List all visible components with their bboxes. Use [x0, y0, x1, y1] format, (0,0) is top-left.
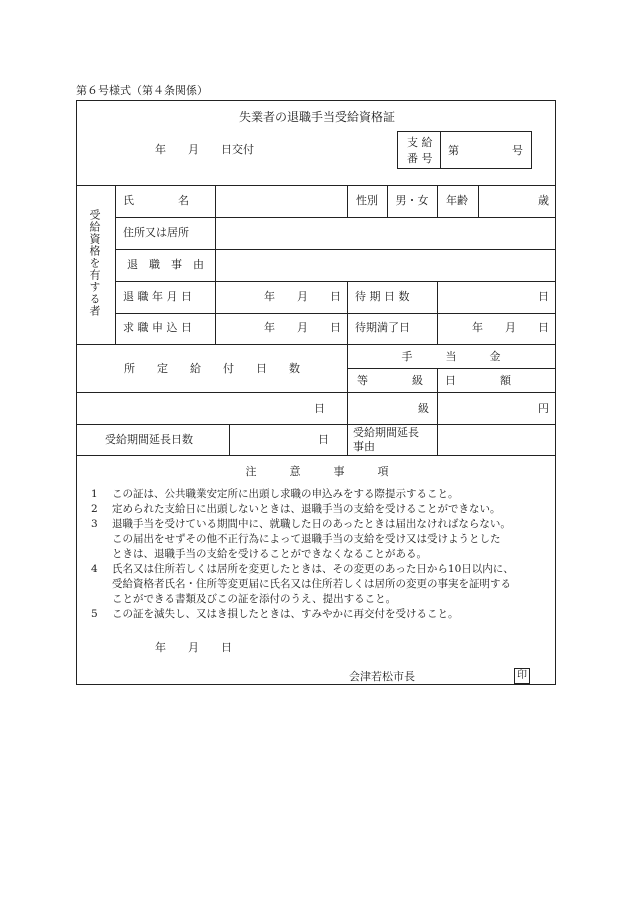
- job-app-date-label: 求 職 申 込 日: [123, 321, 192, 334]
- extension-days-label: 受給期間延長日数: [105, 433, 193, 446]
- waiting-end-label: 待期満了日: [355, 321, 410, 334]
- note-number: 3: [91, 518, 98, 530]
- waiting-days-unit: 日: [538, 290, 549, 303]
- notes-heading: 注 意 事 項: [245, 465, 389, 478]
- payment-number-suffix: 号: [512, 144, 523, 157]
- note-line: [91, 562, 551, 577]
- waiting-end-value: 年 月 日: [472, 321, 549, 334]
- extension-reason-label-line2: 事由: [353, 440, 375, 453]
- note-line: [91, 487, 551, 502]
- yen-unit: 円: [538, 402, 549, 415]
- certificate-form: [76, 100, 556, 685]
- note-text: この証を滅失し、又はき損したときは、すみやかに再交付を受けること。: [112, 608, 459, 620]
- seal-stamp: 印: [514, 668, 530, 684]
- issue-date: 年 月 日交付: [155, 143, 254, 156]
- name-label: 氏 名: [123, 194, 189, 207]
- note-number: 2: [91, 503, 98, 515]
- note-number: 1: [91, 488, 98, 500]
- job-app-date-value: 年 月 日: [264, 321, 341, 334]
- address-label: 住所又は居所: [123, 226, 189, 239]
- note-line: [91, 607, 551, 622]
- note-text: 定められた支給日に出頭しないときは、退職手当の支給を受けることができない。: [112, 503, 501, 515]
- footer-date: 年 月 日: [155, 641, 232, 654]
- note-text: 受給資格者氏名・住所等変更届に氏名又は住所若しくは居所の変更の事実を証明する: [112, 578, 511, 590]
- note-line: [91, 592, 572, 607]
- retire-date-label: 退 職 年 月 日: [123, 290, 192, 303]
- grade-unit: 級: [418, 402, 429, 415]
- payment-number-label-bottom: 番 号: [407, 152, 433, 165]
- gender-label: 性別: [356, 194, 378, 207]
- payment-number-box: [397, 131, 532, 169]
- allowance-label: 手 当 金: [401, 350, 501, 363]
- age-unit: 歳: [538, 194, 549, 207]
- note-text: この届出をせずその他不正行為によって退職手当の支給を受け又は受けようとした: [112, 533, 501, 545]
- extension-days-unit: 日: [318, 433, 329, 446]
- payment-number-label-top: 支 給: [407, 136, 433, 149]
- prescribed-days-label: 所 定 給 付 日 数: [124, 362, 300, 375]
- note-number: 4: [91, 563, 98, 575]
- extension-reason-label-line1: 受給期間延長: [353, 426, 419, 439]
- payment-number-prefix: 第: [448, 144, 459, 157]
- note-line: [91, 547, 572, 562]
- note-text: ことができる書類及びこの証を添付のうえ、提出すること。: [112, 593, 397, 605]
- days-unit: 日: [314, 402, 325, 415]
- note-text: この証は、公共職業安定所に出頭し求職の申込みをする際提示すること。: [112, 488, 459, 500]
- note-text: ときは、退職手当の支給を受けることができなくなることがある。: [112, 548, 427, 560]
- gender-options: 男・女: [395, 194, 429, 207]
- section-label-qualified-person: 受給資格を有する者: [88, 209, 101, 317]
- note-line: [91, 577, 572, 592]
- note-line: [91, 517, 551, 532]
- daily-amount-label: 日 額: [445, 374, 511, 387]
- retire-date-value: 年 月 日: [264, 290, 341, 303]
- note-text: 氏名又は住所若しくは居所を変更したときは、その変更のあった日から10日以内に、: [112, 563, 514, 575]
- note-number: 5: [91, 608, 98, 620]
- note-line: [91, 532, 572, 547]
- grade-label: 等 級: [357, 374, 423, 387]
- note-text: 退職手当を受けている期間中に、就職した日のあったときは届出なければならない。: [112, 518, 511, 530]
- note-line: [91, 502, 551, 517]
- form-title: 失業者の退職手当受給資格証: [238, 110, 396, 124]
- age-label: 年齢: [446, 194, 468, 207]
- waiting-days-label: 待 期 日 数: [355, 290, 410, 303]
- reason-label: 退 職 事 由: [127, 258, 204, 271]
- form-label: 第６号様式（第４条関係）: [76, 84, 208, 97]
- issuer-name: 会津若松市長: [349, 670, 415, 683]
